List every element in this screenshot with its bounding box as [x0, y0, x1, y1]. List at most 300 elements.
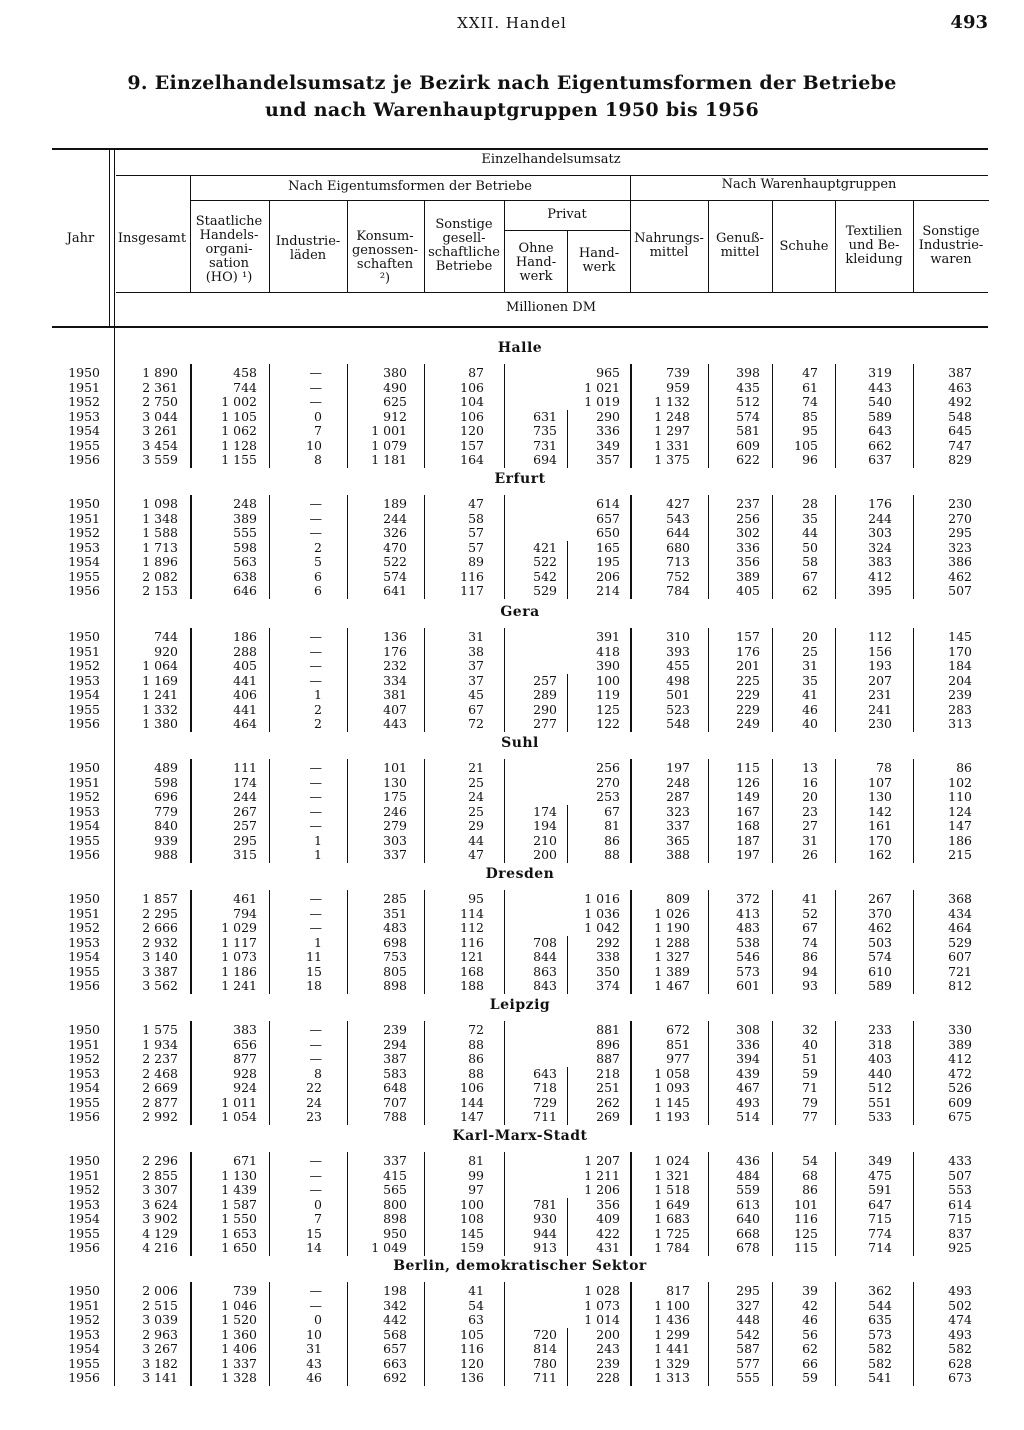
header-unit: Millionen DM: [505, 300, 597, 315]
cell-textil: 107: [868, 774, 892, 790]
cell-nahr: 1 248: [654, 408, 690, 424]
cell-hw: 374: [596, 978, 620, 993]
cell-ho: 1 550: [221, 1211, 257, 1226]
cell-sonstind: 582: [948, 1341, 972, 1356]
cell-textil: 230: [868, 716, 892, 731]
cell-year: 1950: [68, 1022, 100, 1037]
cell-schuhe: 115: [794, 1240, 818, 1255]
header-rule-2: [190, 200, 989, 201]
header-rule-1: [116, 175, 988, 176]
cell-ho: 638: [233, 568, 257, 584]
cell-ho: 186: [233, 629, 257, 644]
cell-nahr: 1 190: [654, 920, 690, 935]
header-vline-genuss: [772, 201, 773, 292]
cell-total: 988: [154, 847, 178, 862]
cell-year: 1956: [68, 583, 100, 598]
cell-konsum: 1 181: [371, 452, 407, 467]
cell-hw: 357: [596, 452, 620, 467]
cell-year: 1952: [68, 1051, 100, 1066]
cell-year: 1952: [68, 1312, 100, 1327]
cell-hw: 100: [596, 672, 620, 688]
region-block: [52, 471, 988, 603]
cell-privat: 253: [596, 789, 620, 804]
cell-sonstind: 548: [948, 408, 972, 424]
table-row: [52, 424, 988, 439]
cell-nahr: 455: [666, 658, 690, 673]
cell-schuhe: 32: [802, 1022, 818, 1037]
cell-total: 2 877: [142, 1094, 178, 1110]
cell-ohne: 844: [533, 949, 557, 964]
cell-sonst: 24: [468, 789, 484, 804]
cell-nahr: 543: [666, 510, 690, 526]
cell-total: 3 562: [142, 978, 178, 993]
cell-konsum: 805: [383, 963, 407, 979]
cell-ho: 405: [233, 658, 257, 673]
cell-schuhe: 86: [802, 1182, 818, 1197]
cell-konsum: 574: [383, 568, 407, 584]
cell-konsum: 522: [383, 554, 407, 569]
header-bottom-rule: [52, 326, 988, 328]
cell-total: 3 044: [142, 408, 178, 424]
cell-genuss: 538: [736, 934, 760, 950]
cell-ohne: 643: [533, 1065, 557, 1081]
cell-genuss: 308: [736, 1022, 760, 1037]
cell-ind: —: [309, 658, 322, 673]
cell-ho: 1 650: [221, 1240, 257, 1255]
cell-privat: 391: [596, 629, 620, 644]
cell-textil: 395: [868, 583, 892, 598]
cell-ho: 1 653: [221, 1225, 257, 1241]
cell-ho: 1 520: [221, 1312, 257, 1327]
cell-sonstind: 433: [948, 1153, 972, 1168]
cell-genuss: 157: [736, 629, 760, 644]
cell-textil: 231: [868, 687, 892, 702]
cell-textil: 544: [868, 1297, 892, 1313]
cell-textil: 635: [868, 1312, 892, 1327]
cell-sonst: 88: [468, 1065, 484, 1081]
cell-hw: 165: [596, 539, 620, 555]
cell-genuss: 435: [736, 379, 760, 395]
cell-sonst: 121: [460, 949, 484, 964]
cell-genuss: 225: [736, 672, 760, 688]
cell-konsum: 351: [383, 905, 407, 921]
cell-sonstind: 270: [948, 510, 972, 526]
cell-konsum: 1 079: [371, 437, 407, 453]
cell-nahr: 1 299: [654, 1326, 690, 1342]
cell-genuss: 601: [736, 978, 760, 993]
cell-privat: 1 211: [584, 1167, 620, 1183]
cell-textil: 244: [868, 510, 892, 526]
table-row: [52, 848, 988, 863]
cell-sonst: 147: [460, 1109, 484, 1124]
cell-nahr: 523: [666, 701, 690, 717]
cell-sonstind: 124: [948, 803, 972, 819]
cell-sonstind: 462: [948, 568, 972, 584]
cell-ho: 1 406: [221, 1341, 257, 1356]
cell-ho: 1 054: [221, 1109, 257, 1124]
cell-sonst: 117: [460, 583, 484, 598]
cell-textil: 170: [868, 832, 892, 848]
cell-schuhe: 77: [802, 1109, 818, 1124]
cell-total: 1 241: [142, 687, 178, 702]
cell-sonstind: 507: [948, 1167, 972, 1183]
cell-ind: —: [309, 1167, 322, 1183]
cell-textil: 774: [868, 1225, 892, 1241]
header-top-rule: [52, 148, 988, 150]
cell-konsum: 583: [383, 1065, 407, 1081]
cell-sonstind: 204: [948, 672, 972, 688]
cell-hw: 86: [604, 832, 620, 848]
cell-sonst: 112: [460, 920, 484, 935]
cell-konsum: 565: [383, 1182, 407, 1197]
cell-textil: 241: [868, 701, 892, 717]
cell-genuss: 372: [736, 891, 760, 906]
table-row: [52, 936, 988, 951]
cell-total: 1 064: [142, 658, 178, 673]
table-row: [52, 645, 988, 660]
cell-genuss: 668: [736, 1225, 760, 1241]
cell-schuhe: 25: [802, 643, 818, 659]
cell-ind: —: [309, 1153, 322, 1168]
cell-sonst: 44: [468, 832, 484, 848]
cell-sonstind: 747: [948, 437, 972, 453]
cell-schuhe: 20: [802, 789, 818, 804]
cell-sonstind: 493: [948, 1283, 972, 1298]
cell-total: 2 295: [142, 905, 178, 921]
cell-ind: 5: [314, 554, 322, 569]
cell-nahr: 1 725: [654, 1225, 690, 1241]
cell-year: 1952: [68, 920, 100, 935]
cell-ohne: 529: [533, 583, 557, 598]
table-row: [52, 1038, 988, 1053]
cell-ho: 671: [233, 1153, 257, 1168]
cell-ho: 441: [233, 672, 257, 688]
cell-ind: —: [309, 1051, 322, 1066]
cell-sonstind: 529: [948, 934, 972, 950]
cell-year: 1955: [68, 1225, 100, 1241]
cell-ind: 7: [314, 1211, 322, 1226]
cell-ho: 598: [233, 539, 257, 555]
cell-sonst: 63: [468, 1312, 484, 1327]
cell-nahr: 197: [666, 760, 690, 775]
cell-hw: 122: [596, 716, 620, 731]
cell-sonst: 104: [460, 394, 484, 409]
cell-ho: 1 073: [221, 949, 257, 964]
cell-hw: 218: [596, 1065, 620, 1081]
cell-year: 1953: [68, 803, 100, 819]
cell-sonstind: 829: [948, 452, 972, 467]
table-sheet: [52, 0, 988, 1430]
table-row: [52, 1342, 988, 1357]
cell-genuss: 542: [736, 1326, 760, 1342]
cell-schuhe: 85: [802, 408, 818, 424]
cell-total: 1 332: [142, 701, 178, 717]
cell-ind: 43: [306, 1355, 322, 1371]
cell-schuhe: 39: [802, 1283, 818, 1298]
cell-textil: 637: [868, 452, 892, 467]
cell-textil: 349: [868, 1153, 892, 1168]
header-nahrungsmittel: Nahrungs- mittel: [634, 231, 704, 260]
cell-konsum: 663: [383, 1355, 407, 1371]
table-row: [52, 1198, 988, 1213]
cell-year: 1953: [68, 1326, 100, 1342]
cell-textil: 503: [868, 934, 892, 950]
cell-konsum: 285: [383, 891, 407, 906]
cell-konsum: 657: [383, 1341, 407, 1356]
cell-schuhe: 23: [802, 803, 818, 819]
cell-ind: —: [309, 1182, 322, 1197]
table-row: [52, 674, 988, 689]
cell-sonst: 25: [468, 803, 484, 819]
region-block: [52, 604, 988, 736]
cell-konsum: 950: [383, 1225, 407, 1241]
header-vline-nahr: [708, 201, 709, 292]
cell-konsum: 912: [383, 408, 407, 424]
cell-total: 4 129: [142, 1225, 178, 1241]
cell-genuss: 176: [736, 643, 760, 659]
cell-ho: 111: [233, 760, 257, 775]
cell-konsum: 279: [383, 818, 407, 833]
cell-nahr: 501: [666, 687, 690, 702]
cell-genuss: 187: [736, 832, 760, 848]
cell-ind: 10: [306, 437, 322, 453]
region-name: Gera: [500, 604, 540, 620]
table-row: [52, 541, 988, 556]
cell-genuss: 229: [736, 701, 760, 717]
cell-ind: 7: [314, 423, 322, 438]
cell-konsum: 788: [383, 1109, 407, 1124]
cell-nahr: 498: [666, 672, 690, 688]
cell-ind: 1: [314, 687, 322, 702]
cell-ho: 1 587: [221, 1196, 257, 1212]
cell-schuhe: 93: [802, 978, 818, 993]
cell-sonstind: 386: [948, 554, 972, 569]
cell-schuhe: 40: [802, 716, 818, 731]
table-title-line-1: 9. Einzelhandelsumsatz je Bezirk nach Eigentumsformen der Betriebe: [127, 72, 897, 94]
cell-textil: 540: [868, 394, 892, 409]
cell-year: 1954: [68, 1341, 100, 1356]
cell-ho: 461: [233, 891, 257, 906]
cell-ho: 1 029: [221, 920, 257, 935]
table-row: [52, 526, 988, 541]
cell-genuss: 389: [736, 568, 760, 584]
cell-total: 2 855: [142, 1167, 178, 1183]
cell-total: 2 515: [142, 1297, 178, 1313]
cell-nahr: 393: [666, 643, 690, 659]
region-name: Karl-Marx-Stadt: [452, 1128, 588, 1144]
cell-konsum: 387: [383, 1051, 407, 1066]
cell-total: 2 992: [142, 1109, 178, 1124]
cell-ind: —: [309, 760, 322, 775]
cell-genuss: 512: [736, 394, 760, 409]
cell-ind: 1: [314, 934, 322, 950]
cell-sonst: 57: [468, 539, 484, 555]
cell-ind: 8: [314, 452, 322, 467]
cell-ind: 0: [314, 408, 322, 424]
cell-ho: 389: [233, 510, 257, 526]
cell-genuss: 115: [736, 760, 760, 775]
cell-genuss: 493: [736, 1094, 760, 1110]
cell-ho: 656: [233, 1036, 257, 1052]
cell-total: 3 261: [142, 423, 178, 438]
table-row: [52, 1110, 988, 1125]
cell-total: 1 588: [142, 525, 178, 540]
cell-konsum: 483: [383, 920, 407, 935]
cell-privat: 965: [596, 365, 620, 380]
region-block: [52, 1128, 988, 1260]
region-name: Erfurt: [494, 471, 546, 487]
cell-ind: —: [309, 672, 322, 688]
cell-hw: 431: [596, 1240, 620, 1255]
cell-schuhe: 71: [802, 1080, 818, 1095]
cell-ho: 744: [233, 379, 257, 395]
cell-ohne: 944: [533, 1225, 557, 1241]
cell-privat: 270: [596, 774, 620, 790]
header-vline-jahr: [109, 150, 110, 326]
cell-year: 1950: [68, 760, 100, 775]
cell-ind: 2: [314, 716, 322, 731]
cell-schuhe: 101: [794, 1196, 818, 1212]
cell-sonst: 67: [468, 701, 484, 717]
cell-year: 1954: [68, 1080, 100, 1095]
cell-nahr: 1 518: [654, 1182, 690, 1197]
table-row: [52, 790, 988, 805]
cell-total: 2 082: [142, 568, 178, 584]
cell-sonst: 159: [460, 1240, 484, 1255]
cell-privat: 1 036: [584, 905, 620, 921]
cell-year: 1952: [68, 525, 100, 540]
cell-year: 1953: [68, 1196, 100, 1212]
header-privat: Privat: [547, 207, 587, 222]
table-row: [52, 1328, 988, 1343]
cell-ohne: 257: [533, 672, 557, 688]
cell-ind: —: [309, 365, 322, 380]
cell-total: 779: [154, 803, 178, 819]
table-row: [52, 410, 988, 425]
page-number: 493: [950, 12, 988, 33]
cell-nahr: 977: [666, 1051, 690, 1066]
cell-hw: 81: [604, 818, 620, 833]
header-schuhe: Schuhe: [779, 239, 829, 254]
header-vline-ind: [347, 201, 348, 292]
cell-textil: 533: [868, 1109, 892, 1124]
cell-total: 3 141: [142, 1370, 178, 1385]
cell-nahr: 1 389: [654, 963, 690, 979]
table-row: [52, 1371, 988, 1386]
cell-sonstind: 609: [948, 1094, 972, 1110]
region-name: Leipzig: [489, 997, 551, 1013]
cell-ohne: 290: [533, 701, 557, 717]
cell-konsum: 337: [383, 847, 407, 862]
cell-konsum: 189: [383, 496, 407, 511]
cell-year: 1953: [68, 672, 100, 688]
cell-nahr: 672: [666, 1022, 690, 1037]
cell-nahr: 1 441: [654, 1341, 690, 1356]
cell-year: 1950: [68, 496, 100, 511]
cell-nahr: 1 024: [654, 1153, 690, 1168]
cell-sonstind: 493: [948, 1326, 972, 1342]
cell-total: 1 713: [142, 539, 178, 555]
cell-privat: 1 014: [584, 1312, 620, 1327]
cell-ind: 18: [306, 978, 322, 993]
cell-nahr: 1 026: [654, 905, 690, 921]
cell-sonst: 188: [460, 978, 484, 993]
cell-year: 1951: [68, 510, 100, 526]
cell-nahr: 1 784: [654, 1240, 690, 1255]
region-block: [52, 997, 988, 1129]
header-industrielaeden: Industrie- läden: [275, 234, 341, 263]
cell-ho: 295: [233, 832, 257, 848]
cell-textil: 156: [868, 643, 892, 659]
cell-nahr: 817: [666, 1283, 690, 1298]
cell-ohne: 174: [533, 803, 557, 819]
cell-ind: 24: [306, 1094, 322, 1110]
cell-schuhe: 26: [802, 847, 818, 862]
cell-ho: 383: [233, 1022, 257, 1037]
cell-hw: 269: [596, 1109, 620, 1124]
cell-konsum: 176: [383, 643, 407, 659]
cell-privat: 614: [596, 496, 620, 511]
cell-genuss: 356: [736, 554, 760, 569]
cell-sonstind: 645: [948, 423, 972, 438]
cell-schuhe: 61: [802, 379, 818, 395]
cell-ohne: 780: [533, 1355, 557, 1371]
header-jahr: Jahr: [66, 231, 95, 246]
cell-schuhe: 116: [794, 1211, 818, 1226]
cell-genuss: 587: [736, 1341, 760, 1356]
cell-konsum: 246: [383, 803, 407, 819]
cell-genuss: 514: [736, 1109, 760, 1124]
cell-nahr: 1 313: [654, 1370, 690, 1385]
cell-textil: 662: [868, 437, 892, 453]
cell-ind: 31: [306, 1341, 322, 1356]
cell-ohne: 843: [533, 978, 557, 993]
cell-ind: 15: [306, 1225, 322, 1241]
cell-ho: 928: [233, 1065, 257, 1081]
cell-schuhe: 59: [802, 1065, 818, 1081]
table-row: [52, 1313, 988, 1328]
cell-sonst: 89: [468, 554, 484, 569]
cell-schuhe: 59: [802, 1370, 818, 1385]
cell-ho: 1 046: [221, 1297, 257, 1313]
cell-year: 1956: [68, 1240, 100, 1255]
cell-sonstind: 715: [948, 1211, 972, 1226]
cell-schuhe: 74: [802, 394, 818, 409]
cell-ho: 458: [233, 365, 257, 380]
cell-genuss: 336: [736, 1036, 760, 1052]
cell-schuhe: 66: [802, 1355, 818, 1371]
cell-year: 1951: [68, 774, 100, 790]
cell-textil: 714: [868, 1240, 892, 1255]
cell-konsum: 334: [383, 672, 407, 688]
cell-konsum: 443: [383, 716, 407, 731]
cell-konsum: 136: [383, 629, 407, 644]
cell-total: 2 750: [142, 394, 178, 409]
cell-schuhe: 31: [802, 832, 818, 848]
cell-year: 1951: [68, 1036, 100, 1052]
cell-sonst: 54: [468, 1297, 484, 1313]
cell-ho: 441: [233, 701, 257, 717]
cell-konsum: 692: [383, 1370, 407, 1385]
table-row: [52, 659, 988, 674]
cell-sonst: 21: [468, 760, 484, 775]
cell-sonstind: 110: [948, 789, 972, 804]
cell-sonstind: 526: [948, 1080, 972, 1095]
cell-textil: 512: [868, 1080, 892, 1095]
cell-sonst: 144: [460, 1094, 484, 1110]
cell-privat: 1 073: [584, 1297, 620, 1313]
cell-hw: 239: [596, 1355, 620, 1371]
